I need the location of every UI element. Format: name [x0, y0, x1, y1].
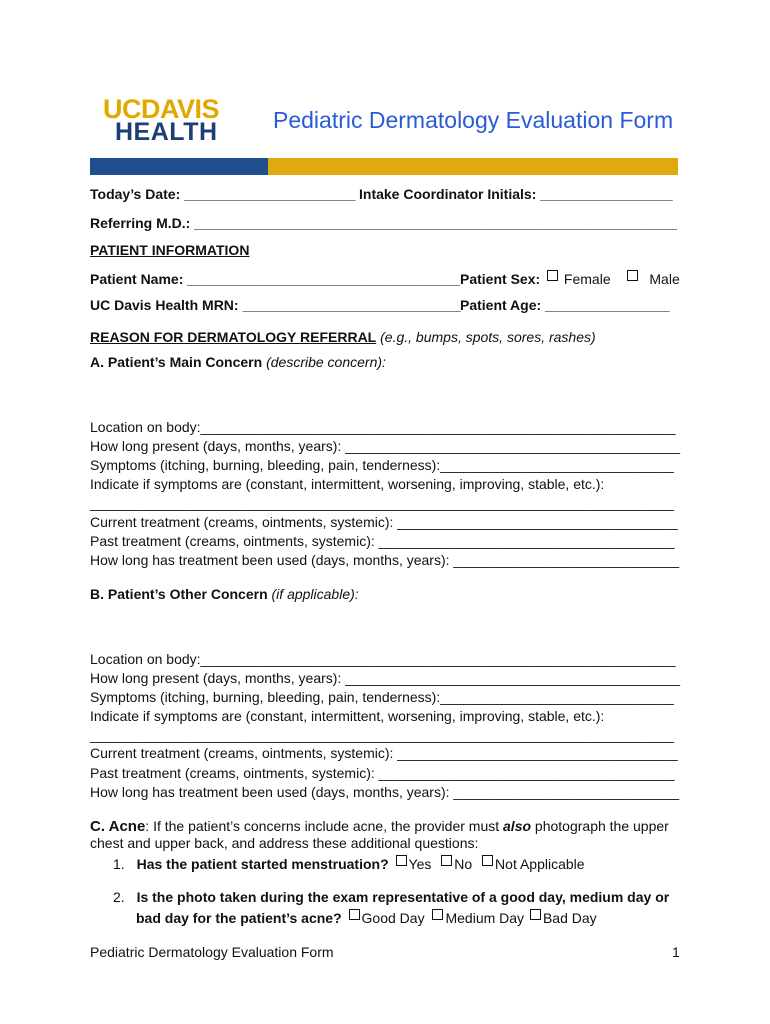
- q2-bad-checkbox[interactable]: [530, 909, 541, 920]
- question-2-line1: Is the photo taken during the exam representative of a good day, medium day or: [136, 889, 670, 905]
- section-a-title: A. Patient’s Main Concern: [90, 354, 263, 370]
- q1-yes-label: Yes: [408, 856, 432, 872]
- b-treatment-duration-field[interactable]: How long has treatment been used (days, months, years): _____________________________: [90, 784, 680, 800]
- logo-health: HEALTH: [115, 118, 218, 146]
- male-label: Male: [649, 271, 680, 287]
- patient-age-field[interactable]: Patient Age: ________________: [460, 297, 670, 313]
- male-checkbox[interactable]: [627, 270, 638, 281]
- section-c-intro: [90, 818, 669, 835]
- logo-ucdavis: UCDAVIS: [103, 94, 220, 124]
- female-label: Female: [563, 271, 611, 287]
- q1-na-checkbox[interactable]: [482, 855, 493, 866]
- question-2-line2: bad day for the patient’s acne?: [136, 910, 342, 926]
- b-indicate-label: Indicate if symptoms are (constant, intermittent, worsening, improving, stable, etc.):: [90, 708, 605, 724]
- q2-good-checkbox[interactable]: [349, 909, 360, 920]
- section-a-heading: [90, 354, 386, 370]
- footer-title: Pediatric Dermatology Evaluation Form: [90, 944, 334, 960]
- patient-sex-row: [460, 270, 680, 287]
- question-1-text: Has the patient started menstruation?: [136, 856, 389, 872]
- a-location-field[interactable]: Location on body:_____________________________________________________________: [90, 419, 676, 435]
- a-past-treatment-field[interactable]: Past treatment (creams, ointments, systemic): ______________________________________: [90, 533, 675, 549]
- q1-no-label: No: [454, 856, 473, 872]
- q2-medium-checkbox[interactable]: [432, 909, 443, 920]
- question-2-number: 2.: [113, 889, 125, 905]
- q2-bad-label: Bad Day: [542, 910, 597, 926]
- section-c-also: also: [503, 818, 532, 834]
- a-treatment-duration-field[interactable]: How long has treatment been used (days, months, years): _____________________________: [90, 552, 680, 568]
- section-b-heading: [90, 586, 359, 602]
- question-1-number: 1.: [113, 856, 125, 872]
- page-number: 1: [672, 944, 680, 960]
- b-current-treatment-field[interactable]: Current treatment (creams, ointments, systemic): ____________________________________: [90, 745, 678, 761]
- patient-info-heading: PATIENT INFORMATION: [90, 242, 250, 258]
- section-c-text2: photograph the upper: [534, 818, 669, 834]
- q1-na-label: Not Applicable: [495, 856, 585, 872]
- section-c-title: C. Acne: [90, 818, 146, 835]
- patient-name-field[interactable]: Patient Name: ___________________________________: [90, 271, 460, 287]
- a-symptoms-field[interactable]: Symptoms (itching, burning, bleeding, pain, tenderness):______________________________: [90, 457, 674, 473]
- a-indicate-field[interactable]: ___________________________________________________________________________: [90, 495, 674, 511]
- todays-date-field[interactable]: Today’s Date: ______________________: [90, 186, 356, 202]
- section-b-note: (if applicable):: [271, 586, 359, 602]
- page-title: Pediatric Dermatology Evaluation Form: [273, 107, 674, 133]
- reason-note: (e.g., bumps, spots, sores, rashes): [380, 329, 596, 345]
- b-symptoms-field[interactable]: Symptoms (itching, burning, bleeding, pain, tenderness):______________________________: [90, 689, 674, 705]
- section-c-text3: chest and upper back, and address these additional questions:: [90, 835, 479, 851]
- patient-sex-label: Patient Sex:: [460, 271, 541, 287]
- q1-no-checkbox[interactable]: [441, 855, 452, 866]
- a-current-treatment-field[interactable]: Current treatment (creams, ointments, systemic): ____________________________________: [90, 514, 678, 530]
- referring-md-field[interactable]: Referring M.D.: ______________________________________________________________: [90, 215, 677, 231]
- q2-medium-label: Medium Day: [445, 910, 525, 926]
- question-2-row: [113, 889, 669, 905]
- header-bar-gold: [268, 158, 678, 175]
- header-bar-blue: [90, 158, 268, 175]
- a-indicate-label: Indicate if symptoms are (constant, intermittent, worsening, improving, stable, etc.):: [90, 476, 605, 492]
- b-location-field[interactable]: Location on body:_____________________________________________________________: [90, 651, 676, 667]
- reason-heading: REASON FOR DERMATOLOGY REFERRAL: [90, 329, 377, 345]
- b-indicate-field[interactable]: ___________________________________________________________________________: [90, 727, 674, 743]
- a-duration-field[interactable]: How long present (days, months, years): ___________________________________________: [90, 438, 681, 454]
- b-past-treatment-field[interactable]: Past treatment (creams, ointments, systemic): ______________________________________: [90, 765, 675, 781]
- section-a-note: (describe concern):: [266, 354, 386, 370]
- mrn-field[interactable]: UC Davis Health MRN: ____________________________: [90, 297, 461, 313]
- coordinator-initials-field[interactable]: Intake Coordinator Initials: _________________: [359, 186, 673, 202]
- section-c-text1: : If the patient’s concerns include acne, the provider must: [145, 818, 500, 834]
- q2-good-label: Good Day: [361, 910, 425, 926]
- section-b-title: B. Patient’s Other Concern: [90, 586, 268, 602]
- reason-heading-row: [90, 329, 596, 345]
- question-1-row: [113, 855, 585, 872]
- question-2-line2-row: [136, 909, 597, 926]
- female-checkbox[interactable]: [547, 270, 558, 281]
- b-duration-field[interactable]: How long present (days, months, years): ___________________________________________: [90, 670, 681, 686]
- q1-yes-checkbox[interactable]: [396, 855, 407, 866]
